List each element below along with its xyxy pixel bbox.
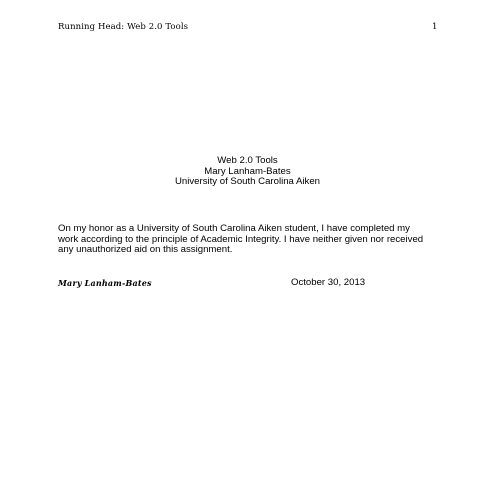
running-head: Running Head: Web 2.0 Tools <box>58 22 189 32</box>
honor-statement <box>58 224 438 256</box>
paper-title: Web 2.0 Tools <box>217 155 278 166</box>
page-number: 1 <box>432 22 438 32</box>
honor-line: any unauthorized aid on this assignment. <box>58 244 233 256</box>
institution-name: University of South Carolina Aiken <box>174 176 321 188</box>
title-block <box>0 156 495 188</box>
author-name: Mary Lanham-Bates <box>204 165 291 177</box>
honor-line: On my honor as a University of South Carolina Aiken student, I have completed my <box>58 223 410 234</box>
honor-line: work according to the principle of Academic Integrity. I have neither given nor received <box>58 233 424 245</box>
signature: Mary Lanham-Bates <box>58 278 152 288</box>
signature-date: October 30, 2013 <box>291 277 366 288</box>
